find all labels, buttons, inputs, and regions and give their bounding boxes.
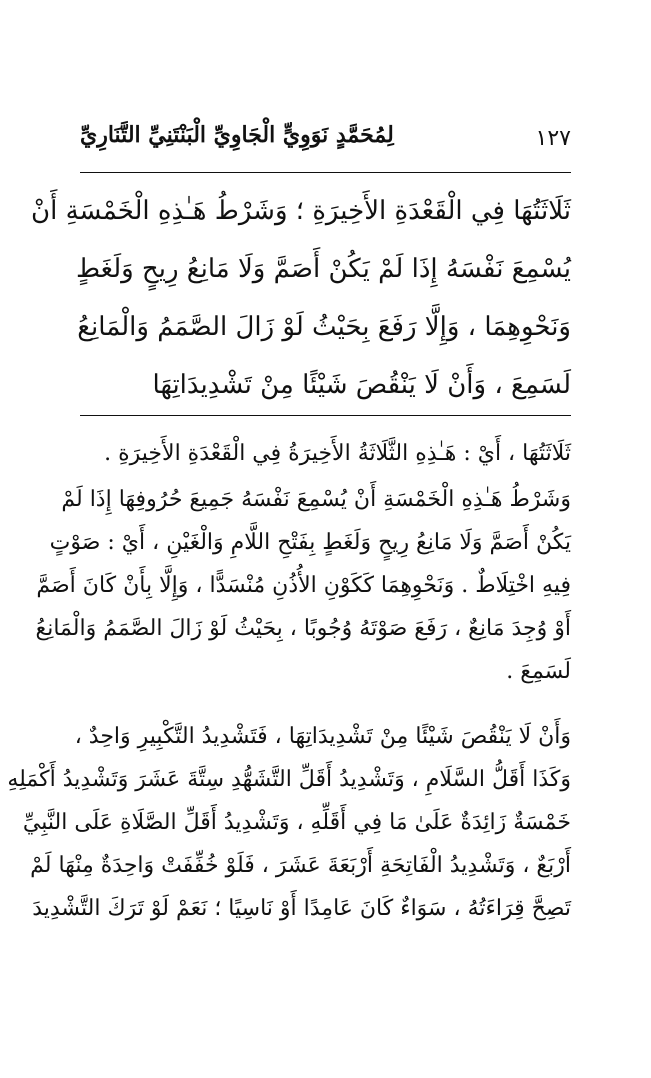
section-divider [80, 415, 571, 416]
commentary-line: خَمْسَةٌ زَائِدَةٌ عَلَىٰ مَا فِي أَقَلِّهِ ، وَتَشْدِيدُ أَقَلِّ الصَّلَاةِ عَلَى النَّبِيِّ [22, 810, 571, 835]
commentary-line: فِيهِ اخْتِلَاطٌ . وَنَحْوِهِمَا كَكَوْنِ الأُذُنِ مُنْسَدًّا ، وَإِلَّا بِأَنْ كَانَ أَصَمَّ [36, 573, 571, 598]
commentary-paragraph-3 [7, 715, 571, 930]
matn-line: لَسَمِعَ ، وَأَنْ لَا يَنْقُصَ شَيْئًا مِنْ تَشْدِيدَاتِهَا [152, 370, 571, 400]
commentary-paragraph-2 [35, 478, 571, 693]
header-rule [80, 172, 571, 173]
matn-line: ثَلَاثَتُهَا فِي الْقَعْدَةِ الأَخِيرَةِ ؛ وَشَرْطُ هَـٰذِهِ الْخَمْسَةِ أَنْ [30, 196, 571, 226]
matn-line: يُسْمِعَ نَفْسَهُ إِذَا لَمْ يَكُنْ أَصَمَّ وَلَا مَانِعُ رِيحٍ وَلَغَطٍ [75, 254, 571, 284]
commentary-paragraph-1 [80, 432, 571, 475]
page-number: ١٢٧ [535, 126, 571, 151]
page-header [80, 122, 571, 162]
matn-line: وَنَحْوِهِمَا ، وَإِلَّا رَفَعَ بِحَيْثُ لَوْ زَالَ الصَّمَمُ وَالْمَانِعُ [77, 312, 571, 342]
commentary-line: ثَلَاثَتُهَا ، أَيْ : هَـٰذِهِ الثَّلَاثَةُ الأَخِيرَةُ فِي الْقَعْدَةِ الأَخِيرَةِ . [104, 441, 571, 466]
commentary-line: تَصِحَّ قِرَاءَتُهُ ، سَوَاءٌ كَانَ عَامِدًا أَوْ نَاسِيًا ؛ نَعَمْ لَوْ تَرَكَ التَّشْدِيدَ [32, 896, 571, 921]
commentary-line: أَوْ وُجِدَ مَانِعٌ ، رَفَعَ صَوْتَهُ وُجُوبًا ، بِحَيْثُ لَوْ زَالَ الصَّمَمُ وَالْمَانِعُ [35, 616, 571, 641]
running-title: لِمُحَمَّدٍ نَوَوِيٍّ الْجَاوِيِّ الْبَنْتَنِيِّ التَّنَارِيِّ [80, 122, 394, 148]
commentary-line: أَرْبَعٌ ، وَتَشْدِيدُ الْفَاتِحَةِ أَرْبَعَةَ عَشَرَ ، فَلَوْ خُفِّفَتْ وَاحِدَةٌ مِنْهَا لَمْ [30, 853, 571, 878]
commentary-line: وَأَنْ لَا يَنْقُصَ شَيْئًا مِنْ تَشْدِيدَاتِهَا ، فَتَشْدِيدُ التَّكْبِيرِ وَاحِدٌ ، [74, 724, 571, 749]
matn-text [30, 182, 571, 414]
commentary-line: يَكُنْ أَصَمَّ وَلَا مَانِعُ رِيحٍ وَلَغَطٍ بِفَتْحِ اللَّامِ وَالْغَيْنِ ، أَيْ : صَوْتٍ [49, 530, 571, 555]
commentary-line: وَكَذَا أَقَلُّ السَّلَامِ ، وَتَشْدِيدُ أَقَلِّ التَّشَهُّدِ سِتَّةَ عَشَرَ وَتَشْدِيدُ أَكْمَلِهِ [7, 767, 571, 792]
commentary-line: وَشَرْطُ هَـٰذِهِ الْخَمْسَةِ أَنْ يُسْمِعَ نَفْسَهُ جَمِيعَ حُرُوفِهَا إِذَا لَمْ [61, 487, 571, 512]
commentary-line: لَسَمِعَ . [506, 659, 571, 684]
